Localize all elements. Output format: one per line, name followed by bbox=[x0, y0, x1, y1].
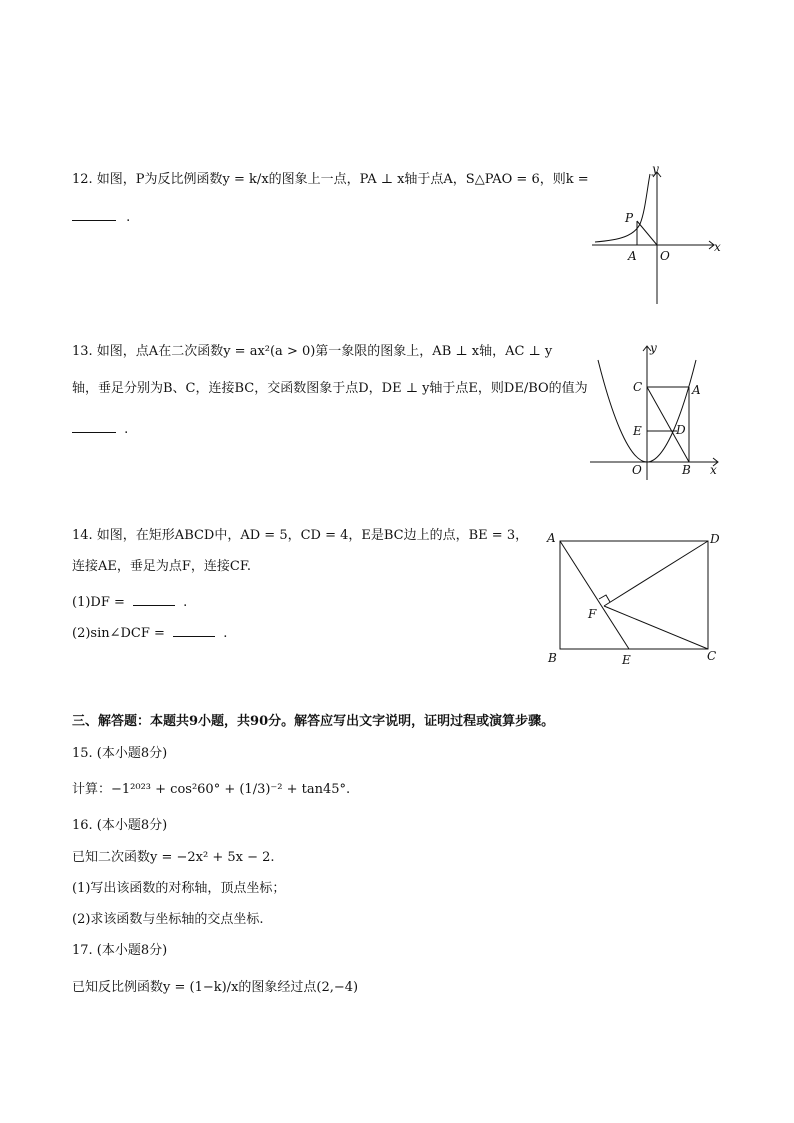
q14-label-a: A bbox=[547, 531, 556, 545]
q14-label-d: D bbox=[710, 532, 720, 546]
q14-part1-blank[interactable] bbox=[133, 591, 175, 606]
q12-hyperbola-curve bbox=[595, 174, 650, 242]
q14-part2-label: (2)sin∠DCF = bbox=[72, 626, 165, 641]
q12-answer-line bbox=[72, 206, 130, 226]
q14-line1: 14. 如图，在矩形ABCD中，AD = 5，CD = 4，E是BC边上的点，BE = 3， bbox=[72, 528, 529, 543]
q13-line2: 轴，垂足分别为B、C，连接BC，交函数图象于点D，DE ⊥ y轴于点E，则DE/BO的值为 bbox=[72, 381, 588, 396]
q14-part2-blank[interactable] bbox=[173, 622, 215, 637]
q16-line1: 已知二次函数y = −2x² + 5x − 2. bbox=[72, 850, 275, 865]
q12-label-p: P bbox=[625, 211, 634, 225]
q13-answer-line bbox=[72, 418, 128, 438]
q17-header: 17. (本小题8分) bbox=[72, 943, 168, 958]
q14-right-angle-mark bbox=[599, 595, 610, 602]
q15-text: 计算：−1²⁰²³ + cos²60° + (1/3)⁻² + tan45°. bbox=[72, 782, 351, 797]
q13-answer-blank[interactable] bbox=[72, 418, 116, 433]
q14-part1 bbox=[72, 591, 187, 611]
q13-label-c: C bbox=[633, 380, 643, 394]
q16-header: 16. (本小题8分) bbox=[72, 818, 168, 833]
q14-part1-label: (1)DF = bbox=[72, 595, 125, 610]
q13-label-o: O bbox=[632, 463, 642, 477]
q14-label-e: E bbox=[622, 653, 631, 667]
q16-line3: (2)求该函数与坐标轴的交点坐标. bbox=[72, 912, 264, 927]
q13-label-y: y bbox=[650, 341, 657, 355]
q12-figure bbox=[590, 160, 730, 310]
q14-segment-cf bbox=[604, 606, 708, 649]
q13-label-e: E bbox=[633, 424, 642, 438]
q13-figure bbox=[588, 338, 728, 483]
q13-label-b: B bbox=[682, 463, 691, 477]
q14-label-f: F bbox=[588, 607, 597, 621]
q14-label-b: B bbox=[548, 651, 557, 665]
q13-label-x: x bbox=[710, 463, 717, 477]
q12-label-a: A bbox=[628, 249, 637, 263]
q15-header: 15. (本小题8分) bbox=[72, 746, 168, 761]
q13-label-a: A bbox=[692, 383, 701, 397]
q13-period: . bbox=[124, 422, 129, 437]
q12-period: . bbox=[126, 210, 131, 225]
q14-line2: 连接AE，垂足为点F，连接CF. bbox=[72, 559, 251, 574]
q12-label-x: x bbox=[714, 240, 721, 254]
q14-label-c: C bbox=[707, 649, 717, 663]
q14-figure bbox=[540, 526, 730, 671]
q13-label-d: D bbox=[676, 423, 686, 437]
q17-line1: 已知反比例函数y = (1−k)/x的图象经过点(2,−4) bbox=[72, 980, 359, 995]
q14-rectangle-abcd bbox=[560, 541, 708, 649]
q12-label-o: O bbox=[660, 249, 670, 263]
q14-part2 bbox=[72, 622, 227, 642]
q14-part1-period: . bbox=[183, 595, 188, 610]
q16-line2: (1)写出该函数的对称轴，顶点坐标； bbox=[72, 881, 286, 896]
section-3-heading: 三、解答题：本题共9小题，共90分。解答应写出文字说明，证明过程或演算步骤。 bbox=[72, 714, 555, 729]
q14-segment-ae bbox=[560, 541, 629, 649]
q12-segment-po bbox=[637, 221, 657, 245]
q14-segment-df bbox=[604, 541, 708, 606]
q12-answer-blank[interactable] bbox=[72, 206, 116, 221]
q14-part2-period: . bbox=[223, 626, 228, 641]
q12-line1: 12. 如图，P为反比例函数y = k/x的图象上一点，PA ⊥ x轴于点A，S△PAO = 6，则k = bbox=[72, 172, 589, 187]
q13-line1: 13. 如图，点A在二次函数y = ax²(a > 0)第一象限的图象上，AB ⊥ x轴，AC ⊥ y bbox=[72, 344, 553, 359]
q12-label-y: y bbox=[652, 162, 659, 176]
